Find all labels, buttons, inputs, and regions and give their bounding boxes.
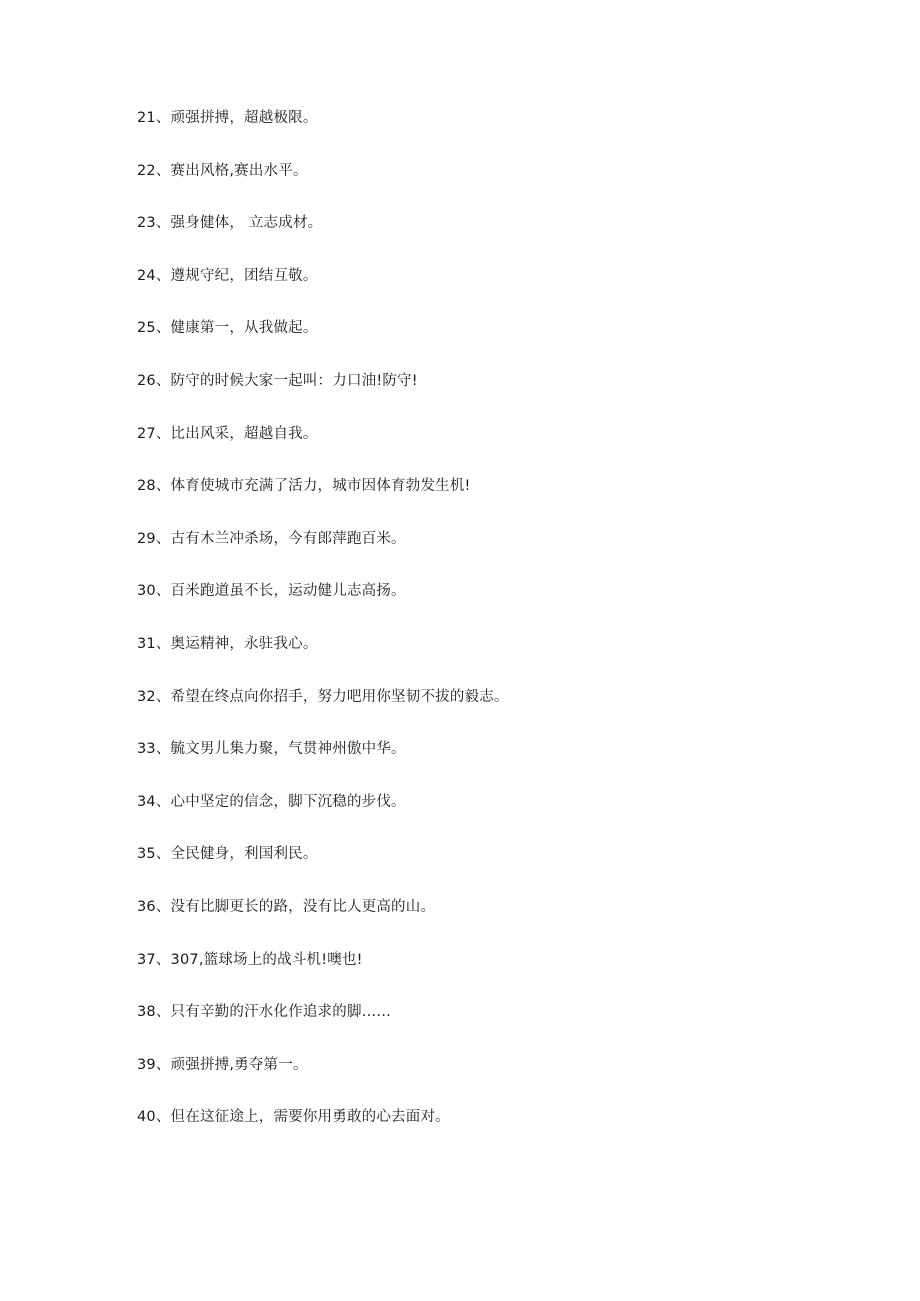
list-item: 24、遵规守纪，团结互敬。 (137, 267, 318, 284)
list-item: 21、顽强拼搏，超越极限。 (137, 110, 318, 126)
list-item: 38、只有辛勤的汗水化作追求的脚…… (137, 1004, 392, 1021)
list-item: 27、比出风采，超越自我。 (137, 425, 318, 442)
list-item: 33、毓文男儿集力聚，气贯神州傲中华。 (137, 741, 406, 758)
list-item: 40、但在这征途上，需要你用勇敢的心去面对。 (137, 1109, 450, 1126)
list-item: 36、没有比脚更长的路，没有比人更高的山。 (137, 898, 436, 915)
slogan-list (137, 106, 837, 1158)
list-item: 25、健康第一，从我做起。 (137, 320, 318, 337)
list-item: 29、古有木兰冲杀场，今有郎萍跑百米。 (137, 530, 406, 547)
list-item: 22、赛出风格,赛出水平。 (137, 162, 308, 179)
list-item: 37、307,篮球场上的战斗机!噢也! (137, 951, 363, 968)
list-item: 28、体育使城市充满了活力，城市因体育勃发生机! (137, 478, 471, 495)
list-item: 31、奥运精神，永驻我心。 (137, 635, 318, 652)
list-item: 26、防守的时候大家一起叫：力口油!防守! (137, 372, 418, 389)
list-item: 23、强身健体， 立志成材。 (137, 215, 323, 232)
list-item: 32、希望在终点向你招手，努力吧用你坚韧不拔的毅志。 (137, 688, 509, 705)
list-item: 34、心中坚定的信念，脚下沉稳的步伐。 (137, 793, 406, 810)
list-item: 35、全民健身，利国利民。 (137, 846, 318, 863)
list-item: 39、顽强拼搏,勇夺第一。 (137, 1056, 308, 1073)
list-item: 30、百米跑道虽不长，运动健儿志高扬。 (137, 583, 406, 600)
